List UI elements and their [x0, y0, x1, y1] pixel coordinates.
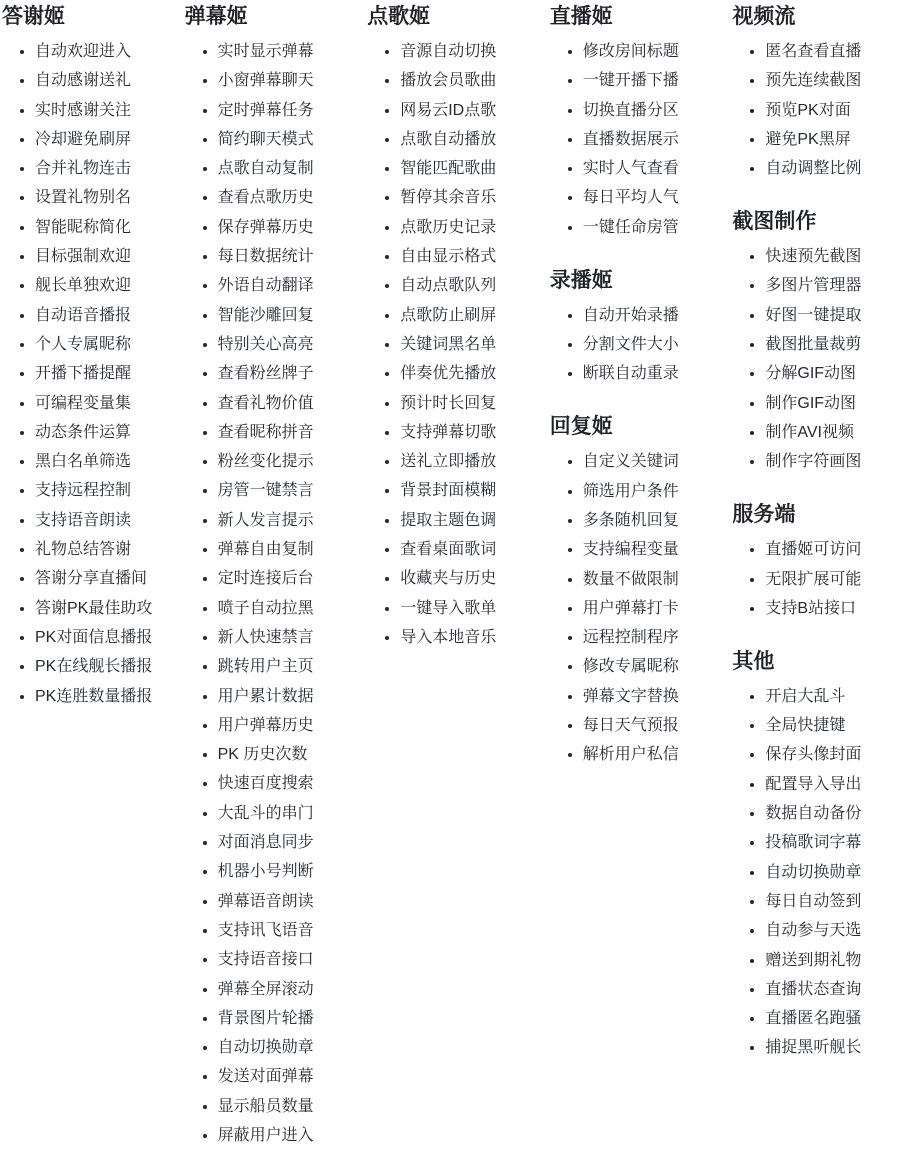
feature-item: • 机器小号判断 [218, 860, 360, 884]
feature-item: • 自动调整比例 [765, 157, 907, 181]
section-title: 截图制作 [732, 210, 817, 234]
feature-list [2, 40, 177, 709]
feature-item: • 投稿歌词字幕 [765, 831, 907, 855]
feature-item: • 自动语音播报 [35, 304, 177, 328]
feature-item: • 舰长单独欢迎 [35, 274, 177, 298]
feature-item: • 收藏夹与历史 [400, 567, 542, 591]
feature-item: • 背景图片轮播 [218, 1007, 360, 1031]
feature-list [550, 304, 725, 387]
feature-item: • 无限扩展可能 [765, 568, 907, 592]
feature-item: • 快速预先截图 [765, 245, 907, 269]
feature-item: • 切换直播分区 [583, 99, 725, 123]
feature-item: • 避免PK黑屏 [765, 128, 907, 152]
feature-item: • 预计时长回复 [400, 392, 542, 416]
feature-item: • 合并礼物连击 [35, 157, 177, 181]
feature-item: • 实时人气查看 [583, 157, 725, 181]
feature-item: • 捕捉黑听舰长 [765, 1036, 907, 1060]
feature-item: • 查看点歌历史 [218, 186, 360, 210]
feature-item: • 用户弹幕历史 [218, 714, 360, 738]
feature-item: • 智能沙雕回复 [218, 304, 360, 328]
feature-list [732, 40, 907, 181]
feature-item: • 弹幕语音朗读 [218, 890, 360, 914]
feature-item: • 答谢分享直播间 [35, 567, 177, 591]
feature-item: • 弹幕自由复制 [218, 538, 360, 562]
feature-item: • 制作AVI视频 [765, 421, 907, 445]
section-title: 答谢姬 [2, 5, 65, 28]
section-title: 视频流 [732, 5, 796, 28]
feature-item: • 解析用户私信 [583, 743, 725, 767]
feature-item: • 直播数据展示 [583, 128, 725, 152]
section-title: 回复姬 [549, 415, 613, 439]
feature-item: • 每日平均人气 [583, 186, 725, 210]
feature-item: • 好图一键提取 [765, 304, 907, 328]
feature-column [548, 4, 731, 1159]
feature-item: • 房管一键禁言 [218, 479, 360, 503]
feature-item: • 支持语音朗读 [35, 509, 177, 533]
feature-item: • 暂停其余音乐 [400, 186, 542, 210]
feature-item: • 支持讯飞语音 [218, 919, 360, 943]
feature-item: • 多条随机回复 [583, 509, 725, 533]
feature-item: • 支持语音接口 [218, 948, 360, 972]
section-title: 直播姬 [549, 5, 613, 28]
feature-item: • 伴奏优先播放 [400, 362, 542, 386]
feature-item: • 答谢PK最佳助攻 [35, 597, 177, 621]
feature-item: • 点歌防止刷屏 [400, 304, 542, 328]
feature-list [732, 538, 907, 621]
feature-item: • 设置礼物别名 [35, 186, 177, 210]
feature-item: • 外语自动翻译 [218, 274, 360, 298]
feature-item: • 每日自动签到 [765, 890, 907, 914]
feature-item: • 全局快捷键 [765, 714, 907, 738]
feature-item: • 喷子自动拉黑 [218, 597, 360, 621]
feature-item: • 黑白名单筛选 [35, 450, 177, 474]
feature-item: • 赠送到期礼物 [765, 949, 907, 973]
feature-item: • 开启大乱斗 [765, 685, 907, 709]
feature-item: • 自动感谢送礼 [35, 69, 177, 93]
feature-item: • 背景封面模糊 [400, 479, 542, 503]
feature-item: • 每日天气预报 [583, 714, 725, 738]
feature-item: • 智能匹配歌曲 [400, 157, 542, 181]
feature-list [732, 245, 907, 474]
feature-item: • 直播匿名跑骚 [765, 1007, 907, 1031]
feature-item: • 修改房间标题 [583, 40, 725, 64]
feature-item: • 关键词黑名单 [400, 333, 542, 357]
feature-item: • PK连胜数量播报 [35, 685, 177, 709]
feature-item: • 实时显示弹幕 [218, 40, 360, 64]
feature-item: • 查看粉丝牌子 [218, 362, 360, 386]
feature-item: • 远程控制程序 [583, 626, 725, 650]
feature-item: • 网易云ID点歌 [400, 99, 542, 123]
section-title: 其他 [732, 649, 775, 673]
feature-item: • 支持编程变量 [583, 538, 725, 562]
feature-item: • 播放会员歌曲 [400, 69, 542, 93]
feature-item: • 导入本地音乐 [400, 626, 542, 650]
feature-item: • 点歌历史记录 [400, 216, 542, 240]
feature-item: • 支持B站接口 [765, 597, 907, 621]
feature-item: • 特别关心高亮 [218, 333, 360, 357]
feature-item: • 开播下播提醒 [35, 362, 177, 386]
section-title: 录播姬 [549, 268, 613, 292]
feature-item: • 个人专属昵称 [35, 333, 177, 357]
feature-item: • 大乱斗的串门 [218, 802, 360, 826]
feature-item: • 查看昵称拼音 [218, 421, 360, 445]
feature-item: • 自动点歌队列 [400, 274, 542, 298]
feature-item: • 直播状态查询 [765, 978, 907, 1002]
feature-item: • 自动切换勋章 [218, 1036, 360, 1060]
feature-item: • 预览PK对面 [765, 99, 907, 123]
feature-item: • 数据自动备份 [765, 802, 907, 826]
feature-item: • 跳转用户主页 [218, 655, 360, 679]
feature-item: • 多图片管理器 [765, 274, 907, 298]
feature-item: • 冷却避免刷屏 [35, 128, 177, 152]
feature-item: • 预先连续截图 [765, 69, 907, 93]
feature-item: • 配置导入导出 [765, 773, 907, 797]
feature-item: • 自动切换勋章 [765, 861, 907, 885]
feature-item: • 动态条件运算 [35, 421, 177, 445]
feature-item: • 定时连接后台 [218, 567, 360, 591]
feature-item: • 筛选用户条件 [583, 480, 725, 504]
feature-item: • PK在线舰长播报 [35, 655, 177, 679]
feature-item: • 新人快速禁言 [218, 626, 360, 650]
feature-item: • 快速百度搜索 [218, 772, 360, 796]
feature-item: • 礼物总结答谢 [35, 538, 177, 562]
section-title: 弹幕姬 [184, 5, 248, 28]
feature-item: • 音源自动切换 [400, 40, 542, 64]
feature-list [367, 40, 542, 650]
feature-item: • 自定义关键词 [583, 450, 725, 474]
feature-item: • 自动开始录播 [583, 304, 725, 328]
feature-item: • 小窗弹幕聊天 [218, 69, 360, 93]
feature-item: • 保存弹幕历史 [218, 216, 360, 240]
feature-item: • 直播姬可访问 [765, 538, 907, 562]
feature-item: • 新人发言提示 [218, 509, 360, 533]
section-title: 服务端 [732, 503, 796, 527]
feature-item: • 定时弹幕任务 [218, 99, 360, 123]
feature-item: • 自由显示格式 [400, 245, 542, 269]
feature-item: • 分解GIF动图 [765, 362, 907, 386]
feature-item: • 弹幕文字替换 [583, 685, 725, 709]
feature-item: • 简约聊天模式 [218, 128, 360, 152]
feature-item: • 粉丝变化提示 [218, 450, 360, 474]
feature-item: • 用户弹幕打卡 [583, 597, 725, 621]
feature-item: • 自动参与天选 [765, 919, 907, 943]
feature-item: • 修改专属昵称 [583, 655, 725, 679]
feature-column [0, 4, 183, 1159]
feature-list [550, 450, 725, 767]
feature-item: • 智能昵称简化 [35, 216, 177, 240]
feature-item: • 断联自动重录 [583, 362, 725, 386]
feature-item: • 发送对面弹幕 [218, 1065, 360, 1089]
feature-item: • 分割文件大小 [583, 333, 725, 357]
feature-list [550, 40, 725, 240]
feature-item: • 目标强制欢迎 [35, 245, 177, 269]
feature-item: • 屏蔽用户进入 [218, 1124, 360, 1148]
feature-column [183, 4, 366, 1159]
feature-item: • PK对面信息播报 [35, 626, 177, 650]
feature-item: • 点歌自动播放 [400, 128, 542, 152]
feature-item: • 一键导入歌单 [400, 597, 542, 621]
feature-item: • PK 历史次数 [218, 743, 360, 767]
feature-item: • 查看桌面歌词 [400, 538, 542, 562]
feature-item: • 查看礼物价值 [218, 392, 360, 416]
feature-item: • 提取主题色调 [400, 509, 542, 533]
feature-item: • 一键开播下播 [583, 69, 725, 93]
feature-item: • 显示船员数量 [218, 1095, 360, 1119]
feature-item: • 弹幕全屏滚动 [218, 978, 360, 1002]
section-title: 点歌姬 [367, 5, 431, 28]
feature-item: • 可编程变量集 [35, 392, 177, 416]
feature-item: • 对面消息同步 [218, 831, 360, 855]
feature-list [732, 685, 907, 1061]
feature-item: • 每日数据统计 [218, 245, 360, 269]
feature-list [185, 40, 360, 1148]
feature-item: • 点歌自动复制 [218, 157, 360, 181]
feature-item: • 制作字符画图 [765, 450, 907, 474]
feature-item: • 支持弹幕切歌 [400, 421, 542, 445]
feature-item: • 实时感谢关注 [35, 99, 177, 123]
feature-column [365, 4, 548, 1159]
feature-item: • 自动欢迎进入 [35, 40, 177, 64]
feature-column [730, 4, 913, 1159]
feature-item: • 匿名查看直播 [765, 40, 907, 64]
feature-item: • 用户累计数据 [218, 685, 360, 709]
feature-item: • 保存头像封面 [765, 743, 907, 767]
feature-item: • 制作GIF动图 [765, 392, 907, 416]
feature-item: • 支持远程控制 [35, 479, 177, 503]
feature-item: • 截图批量裁剪 [765, 333, 907, 357]
feature-item: • 一键任命房管 [583, 216, 725, 240]
feature-item: • 送礼立即播放 [400, 450, 542, 474]
feature-item: • 数量不做限制 [583, 568, 725, 592]
